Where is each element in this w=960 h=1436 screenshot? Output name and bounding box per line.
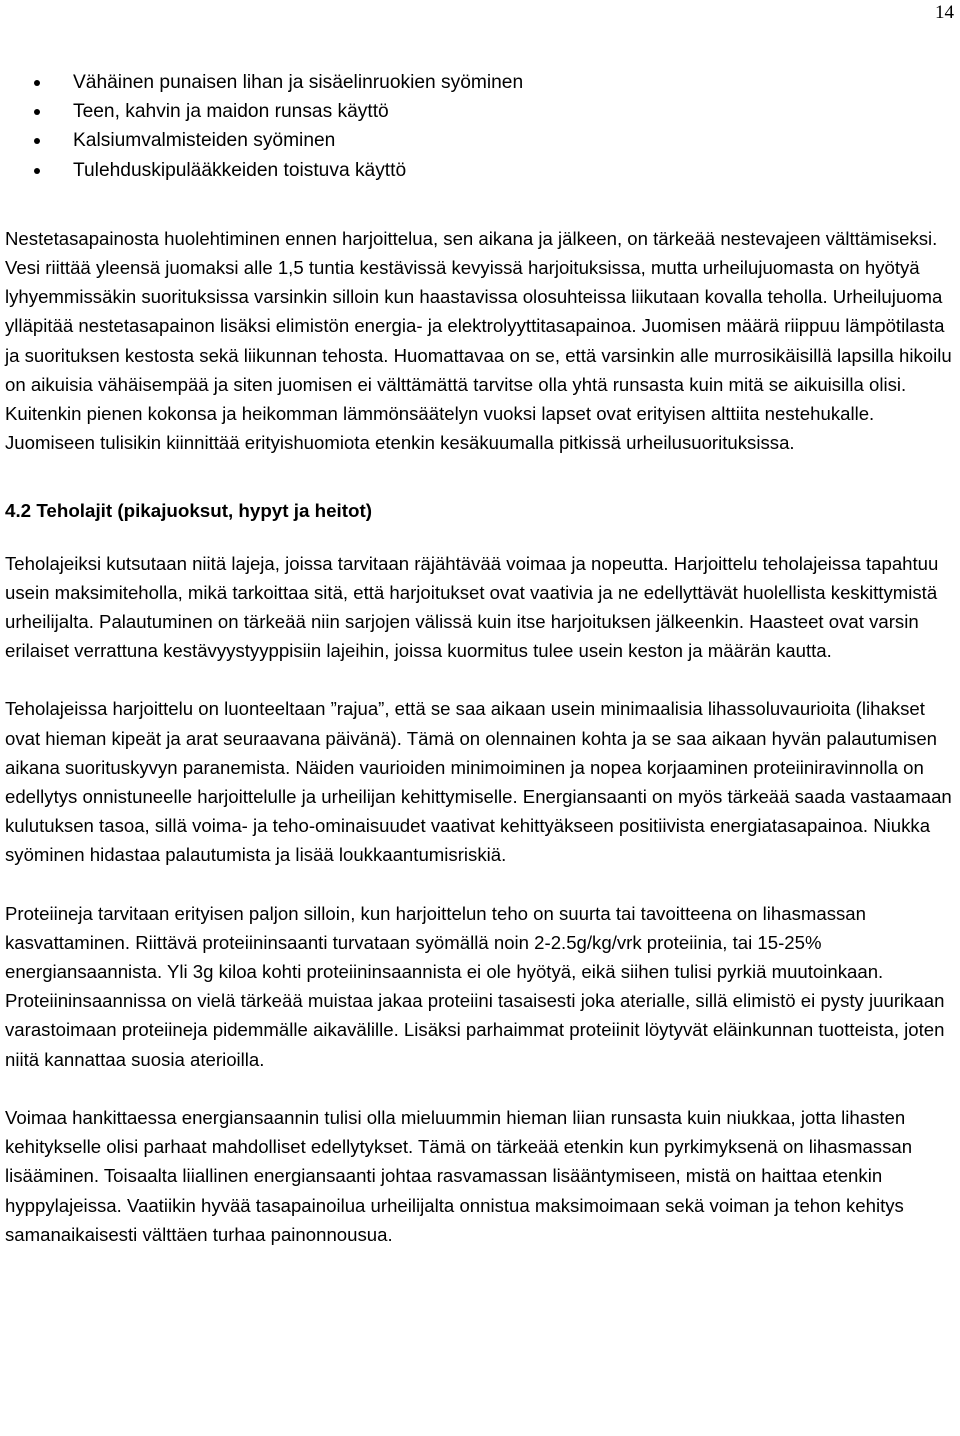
list-item-text: Kalsiumvalmisteiden syöminen	[73, 130, 336, 152]
list-item-text: Vähäinen punaisen lihan ja sisäelinruokien syöminen	[73, 72, 524, 93]
list-item	[5, 126, 955, 155]
list-item	[5, 156, 955, 185]
document-body	[5, 68, 955, 1249]
bullet-icon	[34, 109, 40, 115]
list-item-text: Tulehduskipulääkkeiden toistuva käyttö	[73, 159, 407, 181]
bullet-list	[5, 68, 955, 185]
section-heading: 4.2 Teholajit (pikajuoksut, hypyt ja heitot)	[5, 500, 372, 522]
paragraph-muscle-damage: Teholajeissa harjoittelu on luonteeltaan ”rajua”, että se saa aikaan usein minimaalisia lihassoluvaurioita (lihakset ovat hieman kipeät ja arat seuraavana päivänä). Tämä on olennainen kohta ja se saa aikaan hyvän palautumisen aikana suorituskyvyn paranemista. Näiden vaurioiden minimoiminen ja nopea korjaaminen proteiiniravinnolla on edellytys onnistuneelle harjoittelulle ja urheilijan kehittymiselle. Energiansaanti on myös tärkeää saada vastaamaan kulutuksen tasoa, sillä voima- ja teho-ominaisuudet vaativat kehittyäkseen positiivista energiatasapainoa. Niukka syöminen hidastaa palautumista ja lisää loukkaantumisriskiä.	[5, 698, 952, 866]
bullet-icon	[34, 168, 40, 174]
bullet-icon	[34, 80, 40, 86]
list-item-text: Teen, kahvin ja maidon runsas käyttö	[73, 101, 389, 123]
bullet-icon	[34, 138, 40, 144]
paragraph-energy: Voimaa hankittaessa energiansaannin tulisi olla mieluummin hieman liian runsasta kuin niukkaa, jotta lihasten kehitykselle olisi parhaat mahdolliset edellytykset. Tämä on tärkeää etenkin kun pyrkimyksenä on lihasmassan lisääminen. Toisaalta liiallinen energiansaanti johtaa rasvamassan lisääntymiseen, mistä on haittaa etenkin hyppylajeissa. Vaatiikin hyvää tasapainoilua urheilijalta onnistua maksimoimaan sekä voiman ja tehon kehitys samanaikaisesti välttäen turhaa painonnousua.	[5, 1106, 913, 1245]
paragraph-power-sports: Teholajeiksi kutsutaan niitä lajeja, joissa tarvitaan räjähtävää voimaa ja nopeutta. Harjoittelu teholajeissa tapahtuu usein maksimiteholla, mikä tarkoittaa sitä, että harjoitukset ovat vaativia ja ne edellyttävät huolellista keskittymistä urheilijalta. Palautuminen on tärkeää niin sarjojen välissä kuin itse harjoituksen jälkeenkin. Haasteet ovat varsin erilaiset verrattuna kestävyystyyppisiin lajeihin, joissa kuormitus tulee usein keston ja määrän kautta.	[5, 552, 939, 662]
list-item	[5, 97, 955, 126]
list-item	[5, 68, 955, 97]
paragraph-protein: Proteiineja tarvitaan erityisen paljon silloin, kun harjoittelun teho on suurta tai tavoitteena on lihasmassan kasvattaminen. Riittävä proteiininsaanti turvataan syömällä noin 2-2.5g/kg/vrk proteiinia, tai 15-25% energiansaannista. Yli 3g kiloa kohti proteiininsaannista ei ole hyötyä, eikä siihen tulisi pyrkiä muutoinkaan. Proteiininsaannissa on vielä tärkeää muistaa jakaa proteiini tasaisesti joka aterialle, sillä elimistö ei pysty juurikaan varastoimaan proteiineja pidemmälle aikavälille. Lisäksi parhaimmat proteiinit löytyvät eläinkunnan tuotteista, joten niitä kannattaa suosia aterioilla.	[5, 902, 945, 1070]
page-number: 14	[935, 2, 954, 23]
paragraph-hydration: Nestetasapainosta huolehtiminen ennen harjoittelua, sen aikana ja jälkeen, on tärkeää nestevajeen välttämiseksi. Vesi riittää yleensä juomaksi alle 1,5 tuntia kestävissä kevyissä harjoituksissa, mutta urheilujuomasta on hyötyä lyhyemmissäkin suorituksissa varsinkin silloin kun haastavissa olosuhteissa liikutaan kovalla teholla. Urheilujuoma ylläpitää nestetasapainon lisäksi elimistön energia- ja elektrolyyttitasapainoa. Juomisen määrä riippuu lämpötilasta ja suorituksen kestosta sekä liikunnan tehosta. Huomattavaa on se, että varsinkin alle murrosikäisillä lapsilla hikoilu on aikuisia vähäisempää ja siten juomisen ei välttämättä tarvitse olla yhtä runsasta kuin mitä se aikuisilla olisi. Kuitenkin pienen kokonsa ja heikomman lämmönsäätelyn vuoksi lapset ovat erityisen alttiita nestehukalle. Juomiseen tulisikin kiinnittää erityishuomiota etenkin kesäkuumalla pitkissä urheilusuorituksissa.	[5, 227, 952, 454]
